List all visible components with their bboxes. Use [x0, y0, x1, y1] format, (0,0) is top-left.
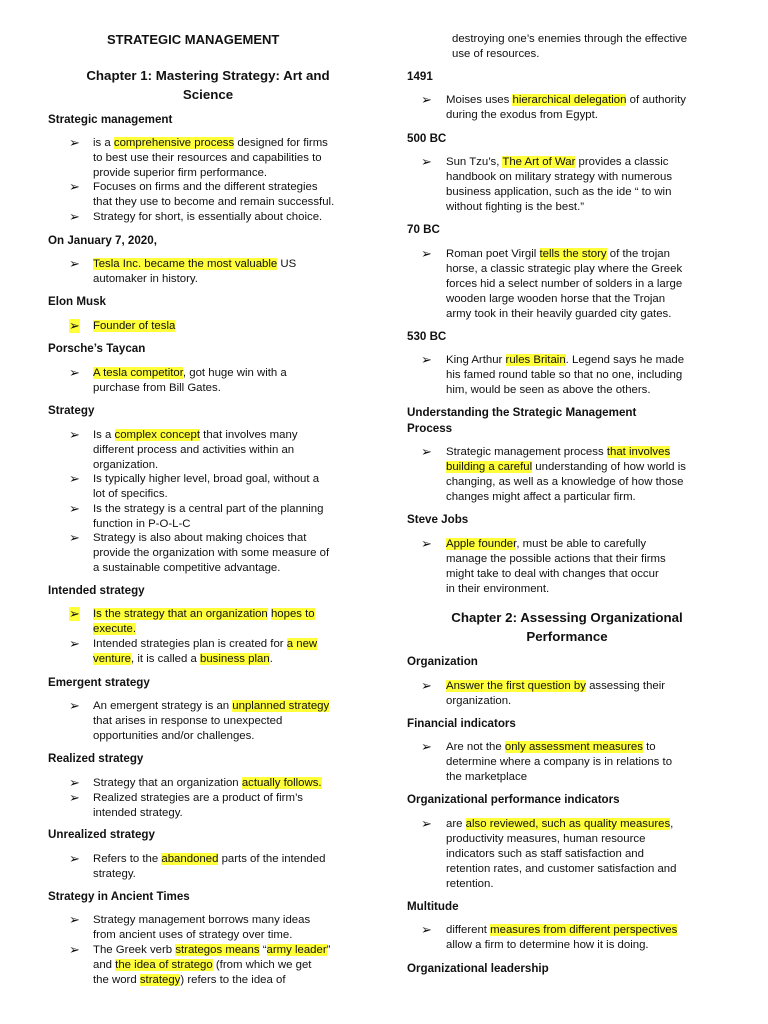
bullet-arrow-icon: ➢	[69, 698, 80, 713]
section-heading-70-bc: 70 BC	[407, 223, 440, 236]
highlight: Founder of tesla	[93, 320, 176, 332]
bullet-arrow-icon: ➢	[421, 739, 432, 754]
section-heading-strategic-management: Strategic management	[48, 113, 173, 126]
highlight: abandoned	[161, 853, 219, 865]
bullet-arrow-icon: ➢	[69, 501, 80, 516]
section-heading-emergent-strategy: Emergent strategy	[48, 676, 150, 689]
highlight: a new	[286, 638, 318, 650]
highlight: measures from different perspectives	[490, 924, 678, 936]
section-heading-elon-musk: Elon Musk	[48, 295, 106, 308]
highlight: strategos means	[175, 944, 260, 956]
highlight: business plan	[200, 653, 270, 665]
section-heading-strategy: Strategy	[48, 404, 95, 417]
bullet-arrow-icon: ➢	[69, 636, 80, 651]
chapter-1-heading: Chapter 1: Mastering Strategy: Art and Science	[86, 68, 330, 102]
bullet-arrow-icon: ➢	[69, 135, 80, 150]
highlight: the idea of stratego	[115, 959, 213, 971]
section-heading-unrealized-strategy: Unrealized strategy	[48, 828, 155, 841]
highlight: Is the strategy that an organization	[93, 608, 268, 620]
highlight: hierarchical delegation	[512, 94, 627, 106]
section-heading-organizational-leadership: Organizational leadership	[407, 962, 549, 975]
bullet-arrow-icon: ➢	[69, 209, 80, 224]
highlight: army leader	[266, 944, 327, 956]
bullet-arrow-icon: ➢	[69, 365, 80, 380]
bullet-arrow-icon: ➢	[421, 678, 432, 693]
section-heading-organization: Organization	[407, 655, 478, 668]
highlight: complex concept	[114, 429, 201, 441]
bullet-arrow-icon: ➢	[69, 606, 80, 621]
chapter-2-heading: Chapter 2: Assessing Organizational Performance	[451, 610, 683, 644]
highlight: venture	[93, 653, 131, 665]
bullet-arrow-icon: ➢	[421, 92, 432, 107]
bullet-arrow-icon: ➢	[421, 536, 432, 551]
section-heading-530-bc: 530 BC	[407, 330, 447, 343]
highlight: also reviewed, such as quality measures	[465, 818, 671, 830]
bullet-arrow-icon: ➢	[69, 530, 80, 545]
bullet-arrow-icon: ➢	[69, 427, 80, 442]
section-heading-multitude: Multitude	[407, 900, 459, 913]
highlight: only assessment measures	[504, 741, 643, 753]
bullet-arrow-icon: ➢	[421, 154, 432, 169]
section-heading-steve-jobs: Steve Jobs	[407, 513, 469, 526]
highlight: tells the story	[539, 248, 607, 260]
highlight: A tesla competitor	[93, 367, 183, 379]
bullet-arrow-icon: ➢	[421, 444, 432, 459]
highlight: actually follows.	[241, 777, 322, 789]
section-heading-strategy-ancient-times: Strategy in Ancient Times	[48, 890, 190, 903]
bullet-arrow-icon: ➢	[69, 318, 80, 333]
highlight: comprehensive process	[113, 137, 235, 149]
highlight: hopes to	[270, 608, 315, 620]
bullet-arrow-icon: ➢	[69, 942, 80, 957]
highlight: building a careful	[446, 461, 533, 473]
highlight: Answer the first question by	[446, 680, 586, 692]
bullet-arrow-icon: ➢	[421, 816, 432, 831]
highlight: Apple founder	[446, 538, 517, 550]
highlight: unplanned strategy	[232, 700, 330, 712]
highlight: that involves	[606, 446, 671, 458]
bullet-arrow-icon: ➢	[69, 851, 80, 866]
highlight: The Art of War	[502, 156, 576, 168]
bullet-arrow-icon: ➢	[69, 790, 80, 805]
highlight: Tesla Inc. became the most valuable	[93, 258, 278, 270]
highlight: rules Britain	[505, 354, 566, 366]
bullet-arrow-icon: ➢	[421, 922, 432, 937]
bullet-arrow-icon: ➢	[69, 179, 80, 194]
section-heading-organizational-performance-indicators: Organizational performance indicators	[407, 793, 620, 806]
bullet-arrow-icon: ➢	[421, 246, 432, 261]
highlight: strategy	[139, 974, 181, 986]
highlight: execute.	[93, 623, 137, 635]
section-heading-january-2020: On January 7, 2020,	[48, 234, 157, 247]
section-heading-financial-indicators: Financial indicators	[407, 717, 516, 730]
section-heading-1491: 1491	[407, 70, 433, 83]
section-heading-porsche-taycan: Porsche’s Taycan	[48, 342, 146, 355]
section-heading-500-bc: 500 BC	[407, 132, 447, 145]
bullet-arrow-icon: ➢	[421, 352, 432, 367]
document-title: STRATEGIC MANAGEMENT	[107, 32, 280, 47]
bullet-arrow-icon: ➢	[69, 775, 80, 790]
section-heading-realized-strategy: Realized strategy	[48, 752, 144, 765]
section-heading-intended-strategy: Intended strategy	[48, 584, 145, 597]
bullet-arrow-icon: ➢	[69, 256, 80, 271]
bullet-arrow-icon: ➢	[69, 912, 80, 927]
bullet-arrow-icon: ➢	[69, 471, 80, 486]
